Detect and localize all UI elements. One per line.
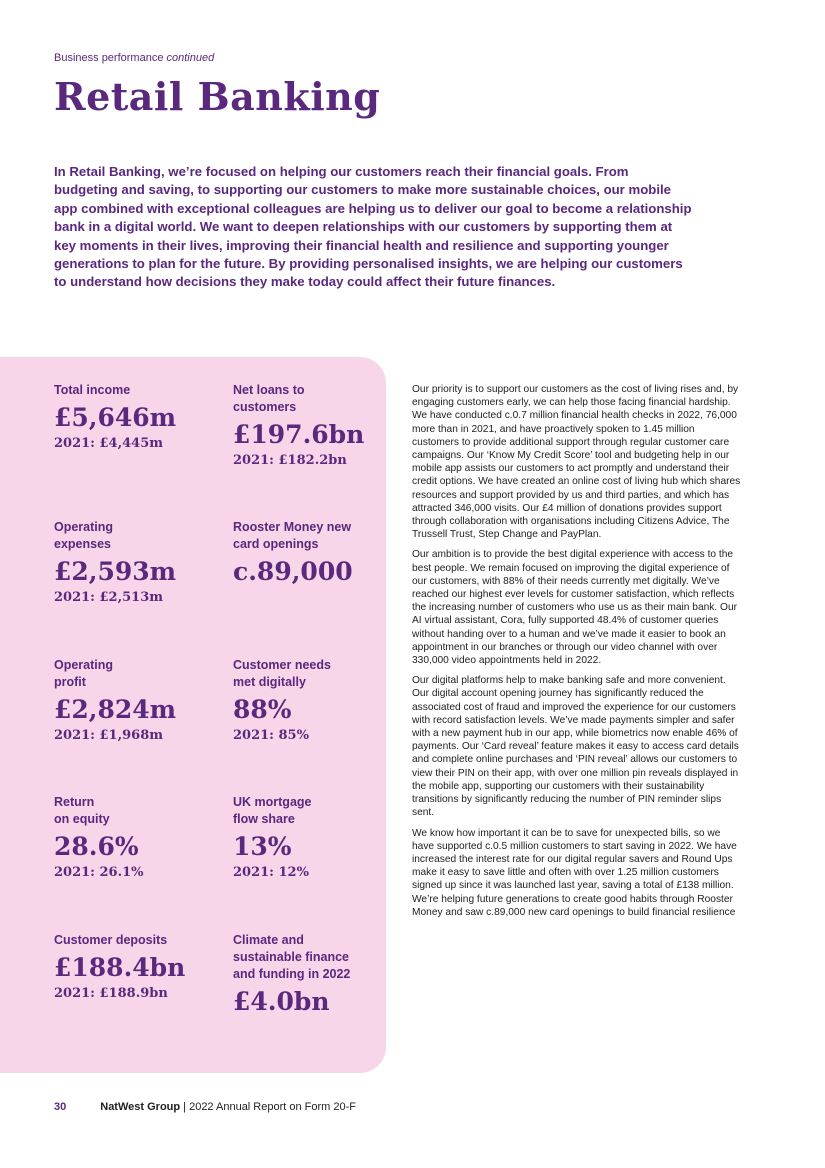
kpi-comparison: 2021: £2,513m	[54, 590, 164, 605]
kpi-comparison: 2021: £182.2bn	[233, 453, 347, 468]
page-title: Retail Banking	[54, 74, 381, 119]
kpi-value: £5,646m	[54, 403, 177, 432]
kpi-value: c.89,000	[233, 557, 353, 586]
kpi-value: £197.6bn	[233, 420, 365, 449]
kpi-value: £4.0bn	[233, 987, 330, 1016]
kpi-label: Operating expenses	[54, 520, 114, 551]
kpi-value: 13%	[233, 832, 292, 861]
section-name: Business performance	[54, 52, 164, 64]
kpi-operating-expenses	[54, 519, 176, 607]
body-paragraph: We know how important it can be to save for unexpected bills, so we have supported c.0.5 million customers to start saving in 2022. We have increased the interest rate for our digital regular savers and Round Ups make it easy to save little and often with over 1.25 million customers signed up since it was launched last year, saving a total of £138 million. We’re helping future generations to create good habits through Rooster Money and saw c.89,000 new card openings to build financial resilience	[412, 827, 737, 918]
company-name: NatWest Group	[100, 1101, 181, 1113]
kpi-label: Operating profit	[54, 658, 114, 689]
kpi-label: Customer needs met digitally	[233, 658, 331, 689]
kpi-value: £2,593m	[54, 557, 177, 586]
kpi-value: 28.6%	[54, 832, 139, 861]
kpi-value: 88%	[233, 695, 292, 724]
page-number: 30	[54, 1101, 67, 1113]
kpi-comparison: 2021: 12%	[233, 865, 309, 880]
body-paragraph: Our ambition is to provide the best digital experience with access to the best people. We remain focused on improving the digital experience of our customers, with 88% of their needs currently met digitally. We’ve reached our highest ever levels for customer satisfaction, which reflects the increasing number of customers who use us as their main bank. Our AI virtual assistant, Cora, fully supported 48.4% of customer queries without handing over to a human and we’ve made it easier to book an appointment in our branches or through our video channel with over 330,000 video appointments held in 2022.	[412, 549, 738, 667]
kpi-label: Customer deposits	[54, 933, 168, 947]
section-suffix: continued	[166, 52, 215, 64]
kpi-comparison: 2021: £1,968m	[54, 728, 164, 743]
kpi-total-income	[54, 382, 176, 453]
kpi-customer-deposits	[54, 932, 185, 1003]
kpi-comparison: 2021: 26.1%	[54, 865, 144, 880]
kpi-uk-mortgage-share	[233, 794, 311, 882]
kpi-comparison: 2021: £188.9bn	[54, 986, 168, 1001]
kpi-label: Return on equity	[54, 795, 110, 826]
kpi-label: Rooster Money new card openings	[233, 520, 352, 551]
kpi-panel	[0, 357, 386, 1073]
kpi-label: UK mortgage flow share	[233, 795, 312, 826]
kpi-value: £2,824m	[54, 695, 177, 724]
kpi-customer-needs-digital	[233, 657, 331, 745]
kpi-climate-finance	[233, 932, 350, 1017]
body-text-column	[412, 383, 744, 926]
kpi-label: Climate and sustainable finance and funding in 2022	[233, 933, 351, 981]
kpi-label: Net loans to customers	[233, 383, 305, 414]
kpi-operating-profit	[54, 657, 176, 745]
page-footer	[54, 1101, 356, 1113]
kpi-comparison: 2021: £4,445m	[54, 436, 164, 451]
kpi-return-on-equity	[54, 794, 144, 882]
section-label	[54, 52, 214, 64]
body-paragraph: Our digital platforms help to make banking safe and more convenient. Our digital account opening journey has significantly reduced the associated cost of fraud and improved the experience for our customers with record satisfaction levels. We’ve made payments simpler and safer with a new payment hub in our app, while biometrics now enable 46% of payments. Our ‘Card reveal’ feature makes it easy to access card details and complete online purchases and ‘PIN reveal’ allows our customers to view their PIN on their app, with over one million pin reveals displayed in the mobile app, supporting our customers with their sustainability transitions by significantly reducing the number of PIN reminder slips sent.	[412, 675, 739, 819]
kpi-net-loans	[233, 382, 364, 470]
kpi-value: £188.4bn	[54, 953, 186, 982]
report-title: | 2022 Annual Report on Form 20-F	[180, 1101, 357, 1113]
kpi-label: Total income	[54, 383, 131, 397]
kpi-rooster-money	[233, 519, 353, 587]
intro-paragraph: In Retail Banking, we’re focused on helping our customers reach their financial goals. From budgeting and saving, to supporting our customers to make more sustainable choices, our mobile app combined with exceptional colleagues are helping us to deliver our goal to become a relationship bank in a digital world. We want to deepen relationships with our customers by supporting them at key moments in their lives, improving their financial health and resilience and supporting younger generations to plan for the future. By providing personalised insights, we are helping our customers to understand how decisions they make today could affect their future finances.	[54, 164, 692, 290]
kpi-comparison: 2021: 85%	[233, 728, 309, 743]
body-paragraph: Our priority is to support our customers as the cost of living rises and, by engaging customers early, we can help those facing financial hardship. We have conducted c.0.7 million financial health checks in 2022, 76,000 more than in 2021, and have proactively spoken to 1.45 million customers to provide additional support through regular customer care campaigns. Our ‘Know My Credit Score’ tool and budgeting help in our mobile app assists our customers to act promptly and understand their credit options. We have created an online cost of living hub which shares resources and support provided by us and third parties, and which has attracted 346,000 visits. Our £4 million of donations provides support through collaboration with organisations including Citizens Advice, The Trussell Trust, Step Change and PayPlan.	[412, 384, 741, 541]
